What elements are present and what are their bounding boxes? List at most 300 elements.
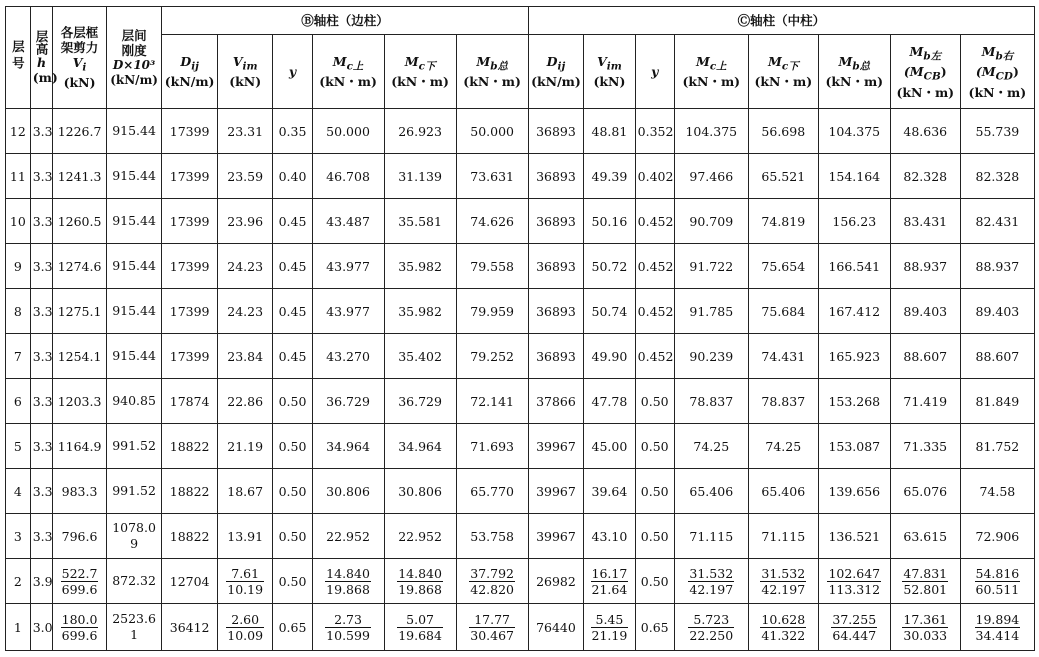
cell-stiffness: 915.44 bbox=[106, 109, 162, 154]
fraction-top: 180.0 bbox=[61, 611, 98, 627]
cell-c-6: 63.615 bbox=[890, 514, 960, 559]
cell-height: 3.3 bbox=[30, 199, 53, 244]
header-B-sym bbox=[315, 54, 382, 75]
cell-b-4: 34.964 bbox=[384, 424, 456, 469]
cell-b-4: 22.952 bbox=[384, 514, 456, 559]
table-row bbox=[6, 289, 1035, 334]
cell-shear bbox=[53, 604, 107, 651]
cell-b-2: 0.50 bbox=[273, 514, 312, 559]
fraction-top: 17.77 bbox=[469, 612, 515, 628]
cell-b-5: 79.959 bbox=[456, 289, 528, 334]
header-stiff-title2: 刚度 bbox=[121, 42, 147, 58]
cell-c-2: 0.50 bbox=[635, 379, 674, 424]
cell-c-2: 0.402 bbox=[635, 154, 674, 199]
cell-c-4: 65.521 bbox=[748, 154, 818, 199]
cell-c-1: 50.72 bbox=[584, 244, 635, 289]
fraction bbox=[469, 566, 515, 597]
cell-b-2: 0.45 bbox=[273, 289, 312, 334]
cell-b-3: 46.708 bbox=[312, 154, 384, 199]
cell-b-1: 13.91 bbox=[217, 514, 273, 559]
fraction bbox=[61, 612, 99, 643]
cell-b-5 bbox=[456, 559, 528, 604]
cell-c-5: 104.375 bbox=[818, 109, 890, 154]
fraction bbox=[975, 612, 1021, 643]
header-B-col-5 bbox=[456, 35, 528, 109]
fraction bbox=[397, 612, 443, 643]
cell-stiffness: 991.52 bbox=[106, 424, 162, 469]
header-C-col-5 bbox=[818, 35, 890, 109]
cell-b-0: 17399 bbox=[162, 289, 218, 334]
fraction-top: 5.07 bbox=[397, 612, 443, 628]
header-B-sym bbox=[387, 54, 454, 75]
header-C-sym bbox=[821, 54, 888, 75]
header-unit: (kN/m) bbox=[531, 74, 581, 90]
cell-b-0: 36412 bbox=[162, 604, 218, 651]
cell-c-7: 89.403 bbox=[960, 289, 1034, 334]
cell-b-0: 12704 bbox=[162, 559, 218, 604]
cell-b-5: 74.626 bbox=[456, 199, 528, 244]
header-extra-sub: CD bbox=[995, 70, 1013, 83]
cell-c-0: 37866 bbox=[528, 379, 584, 424]
cell-c-5: 139.656 bbox=[818, 469, 890, 514]
header-symbol: M bbox=[404, 53, 419, 69]
cell-shear: 796.6 bbox=[53, 514, 107, 559]
fraction bbox=[226, 566, 264, 597]
cell-c-5: 165.923 bbox=[818, 334, 890, 379]
cell-c-1: 47.78 bbox=[584, 379, 635, 424]
cell-c-4: 75.654 bbox=[748, 244, 818, 289]
cell-b-2: 0.40 bbox=[273, 154, 312, 199]
header-subscript: im bbox=[242, 60, 258, 73]
fraction bbox=[831, 612, 877, 643]
fraction bbox=[902, 612, 948, 643]
fraction bbox=[688, 566, 734, 597]
cell-b-3: 43.487 bbox=[312, 199, 384, 244]
header-subscript: c上 bbox=[709, 60, 727, 73]
fraction-bottom: 42.820 bbox=[470, 581, 514, 597]
cell-c-0: 76440 bbox=[528, 604, 584, 651]
cell-c-1: 49.39 bbox=[584, 154, 635, 199]
cell-c-3: 74.25 bbox=[674, 424, 748, 469]
cell-b-2: 0.50 bbox=[273, 424, 312, 469]
header-B-sym bbox=[459, 54, 526, 75]
fraction-bottom: 42.197 bbox=[689, 581, 734, 597]
cell-b-2: 0.45 bbox=[273, 199, 312, 244]
header-subscript: b左 bbox=[923, 50, 942, 62]
cell-c-5 bbox=[818, 604, 890, 651]
header-subscript: ij bbox=[191, 60, 199, 73]
cell-height: 3.3 bbox=[30, 154, 53, 199]
fraction-bottom: 113.312 bbox=[828, 581, 881, 597]
cell-c-6: 83.431 bbox=[890, 199, 960, 244]
cell-height: 3.9 bbox=[30, 559, 53, 604]
fraction-top: 2.60 bbox=[226, 612, 264, 628]
fraction-top: 54.816 bbox=[975, 565, 1020, 581]
cell-shear: 1254.1 bbox=[53, 334, 107, 379]
cell-b-4: 26.923 bbox=[384, 109, 456, 154]
cell-floor: 7 bbox=[6, 334, 31, 379]
cell-b-4 bbox=[384, 559, 456, 604]
cell-floor: 10 bbox=[6, 199, 31, 244]
header-B-sym bbox=[275, 64, 309, 79]
cell-c-7: 88.607 bbox=[960, 334, 1034, 379]
cell-c-3: 104.375 bbox=[674, 109, 748, 154]
fraction-bottom: 10.599 bbox=[326, 627, 370, 643]
cell-c-0: 36893 bbox=[528, 199, 584, 244]
cell-c-0: 36893 bbox=[528, 154, 584, 199]
cell-b-1 bbox=[217, 559, 273, 604]
header-symbol: y bbox=[651, 64, 659, 79]
cell-b-2: 0.45 bbox=[273, 244, 312, 289]
header-subscript: b总 bbox=[490, 60, 508, 73]
cell-b-5: 53.758 bbox=[456, 514, 528, 559]
header-extra-sub: CB bbox=[923, 70, 941, 83]
table-row bbox=[6, 154, 1035, 199]
cell-b-3 bbox=[312, 559, 384, 604]
cell-floor: 9 bbox=[6, 244, 31, 289]
cell-c-7 bbox=[960, 604, 1034, 651]
cell-b-3: 50.000 bbox=[312, 109, 384, 154]
fraction-bottom: 64.447 bbox=[832, 627, 877, 643]
cell-b-1: 23.59 bbox=[217, 154, 273, 199]
header-subscript: b总 bbox=[852, 60, 871, 73]
header-subscript: ij bbox=[557, 60, 566, 73]
cell-b-1: 22.86 bbox=[217, 379, 273, 424]
cell-c-7: 82.431 bbox=[960, 199, 1034, 244]
cell-c-4: 74.431 bbox=[748, 334, 818, 379]
cell-c-7: 81.752 bbox=[960, 424, 1034, 469]
cell-b-2: 0.50 bbox=[273, 559, 312, 604]
cell-b-2: 0.65 bbox=[273, 604, 312, 651]
header-stiff-unit: (kN/m) bbox=[110, 72, 158, 87]
fraction-top: 5.723 bbox=[688, 612, 734, 628]
cell-height: 3.3 bbox=[30, 424, 53, 469]
fraction-top: 2.73 bbox=[325, 612, 371, 628]
fraction bbox=[760, 612, 806, 643]
fraction-bottom: 21.64 bbox=[591, 581, 628, 597]
cell-height: 3.3 bbox=[30, 109, 53, 154]
cell-b-2: 0.45 bbox=[273, 334, 312, 379]
header-B-col-3 bbox=[312, 35, 384, 109]
cell-c-2: 0.50 bbox=[635, 559, 674, 604]
header-C-sym bbox=[893, 44, 958, 65]
cell-b-0: 18822 bbox=[162, 424, 218, 469]
header-unit: (kN・m) bbox=[463, 74, 521, 90]
cell-c-7: 88.937 bbox=[960, 244, 1034, 289]
cell-c-6: 89.403 bbox=[890, 289, 960, 334]
cell-c-4: 56.698 bbox=[748, 109, 818, 154]
fraction-top: 37.792 bbox=[470, 565, 514, 581]
cell-b-1 bbox=[217, 604, 273, 651]
cell-stiffness: 991.52 bbox=[106, 469, 162, 514]
cell-c-4 bbox=[748, 604, 818, 651]
cell-c-2: 0.452 bbox=[635, 244, 674, 289]
header-unit: (kN・m) bbox=[968, 84, 1027, 100]
fraction-top: 5.45 bbox=[591, 612, 629, 628]
cell-b-1: 24.23 bbox=[217, 289, 273, 334]
cell-b-3: 22.952 bbox=[312, 514, 384, 559]
header-C-extra bbox=[893, 64, 958, 85]
cell-stiffness: 915.44 bbox=[106, 154, 162, 199]
cell-c-3: 78.837 bbox=[674, 379, 748, 424]
header-extra-close: ) bbox=[940, 64, 947, 79]
cell-c-6 bbox=[890, 559, 960, 604]
cell-height: 3.3 bbox=[30, 244, 53, 289]
cell-stiffness: 1078.09 bbox=[106, 514, 162, 559]
header-B-col-0 bbox=[162, 35, 218, 109]
fraction-top: 17.361 bbox=[903, 611, 948, 627]
cell-b-4: 31.139 bbox=[384, 154, 456, 199]
cell-c-3: 90.709 bbox=[674, 199, 748, 244]
cell-shear: 1241.3 bbox=[53, 154, 107, 199]
header-subscript: c上 bbox=[346, 60, 364, 73]
cell-b-5: 72.141 bbox=[456, 379, 528, 424]
cell-c-6: 88.607 bbox=[890, 334, 960, 379]
header-C-sym bbox=[677, 54, 746, 75]
cell-shear: 1275.1 bbox=[53, 289, 107, 334]
cell-c-0: 26982 bbox=[528, 559, 584, 604]
cell-b-3: 34.964 bbox=[312, 424, 384, 469]
cell-floor: 5 bbox=[6, 424, 31, 469]
fraction bbox=[760, 566, 806, 597]
fraction bbox=[688, 612, 734, 643]
cell-stiffness: 2523.61 bbox=[106, 604, 162, 651]
cell-b-1: 23.31 bbox=[217, 109, 273, 154]
header-floor-text: 层号 bbox=[10, 39, 26, 73]
cell-c-7: 74.58 bbox=[960, 469, 1034, 514]
cell-c-6: 71.419 bbox=[890, 379, 960, 424]
cell-b-0: 17399 bbox=[162, 199, 218, 244]
cell-c-5: 153.268 bbox=[818, 379, 890, 424]
cell-floor: 12 bbox=[6, 109, 31, 154]
cell-c-6: 71.335 bbox=[890, 424, 960, 469]
cell-floor: 4 bbox=[6, 469, 31, 514]
frame-force-table bbox=[5, 6, 1035, 651]
header-symbol: y bbox=[288, 64, 297, 79]
table-container bbox=[5, 6, 1035, 651]
cell-b-1: 24.23 bbox=[217, 244, 273, 289]
header-C-col-2 bbox=[635, 35, 674, 109]
header-C-col-7 bbox=[960, 35, 1034, 109]
cell-c-3: 71.115 bbox=[674, 514, 748, 559]
cell-c-4: 71.115 bbox=[748, 514, 818, 559]
table-row bbox=[6, 109, 1035, 154]
cell-height: 3.3 bbox=[30, 379, 53, 424]
header-symbol: M bbox=[768, 53, 782, 69]
header-symbol: D bbox=[546, 53, 558, 69]
fraction-bottom: 60.511 bbox=[975, 581, 1020, 597]
cell-height: 3.0 bbox=[30, 604, 53, 651]
cell-c-0: 36893 bbox=[528, 244, 584, 289]
header-unit: (kN) bbox=[229, 74, 262, 90]
header-group-b: Ⓑ轴柱（边柱） bbox=[162, 7, 528, 35]
cell-c-2: 0.352 bbox=[635, 109, 674, 154]
fraction-top: 47.831 bbox=[903, 565, 948, 581]
header-C-col-3 bbox=[674, 35, 748, 109]
fraction-top: 31.532 bbox=[761, 565, 806, 581]
header-C-col-0 bbox=[528, 35, 584, 109]
header-symbol: M bbox=[981, 43, 996, 59]
cell-b-3: 43.270 bbox=[312, 334, 384, 379]
table-row bbox=[6, 469, 1035, 514]
fraction-bottom: 30.467 bbox=[470, 627, 514, 643]
header-C-sym bbox=[638, 64, 672, 79]
cell-c-0: 36893 bbox=[528, 334, 584, 379]
table-row bbox=[6, 379, 1035, 424]
cell-c-6: 48.636 bbox=[890, 109, 960, 154]
header-symbol: D bbox=[180, 53, 192, 69]
header-unit: (kN・m) bbox=[754, 74, 813, 90]
cell-b-0: 18822 bbox=[162, 469, 218, 514]
cell-c-7 bbox=[960, 559, 1034, 604]
cell-c-4: 65.406 bbox=[748, 469, 818, 514]
cell-stiffness: 915.44 bbox=[106, 334, 162, 379]
cell-floor: 2 bbox=[6, 559, 31, 604]
cell-c-7: 82.328 bbox=[960, 154, 1034, 199]
header-symbol: V bbox=[232, 53, 243, 69]
cell-b-4: 35.982 bbox=[384, 244, 456, 289]
fraction bbox=[902, 566, 948, 597]
header-C-sym bbox=[531, 54, 582, 75]
fraction bbox=[591, 566, 629, 597]
cell-c-4: 74.819 bbox=[748, 199, 818, 244]
cell-stiffness: 915.44 bbox=[106, 289, 162, 334]
cell-c-3: 91.785 bbox=[674, 289, 748, 334]
fraction-bottom: 699.6 bbox=[61, 627, 98, 643]
fraction-bottom: 34.414 bbox=[975, 627, 1020, 643]
cell-b-0: 17874 bbox=[162, 379, 218, 424]
cell-floor: 3 bbox=[6, 514, 31, 559]
cell-b-3: 43.977 bbox=[312, 244, 384, 289]
cell-b-1: 21.19 bbox=[217, 424, 273, 469]
cell-c-4: 75.684 bbox=[748, 289, 818, 334]
cell-b-4: 35.982 bbox=[384, 289, 456, 334]
cell-b-5: 73.631 bbox=[456, 154, 528, 199]
header-unit: (kN・m) bbox=[391, 74, 449, 90]
cell-b-5: 79.252 bbox=[456, 334, 528, 379]
cell-b-2: 0.50 bbox=[273, 379, 312, 424]
cell-height: 3.3 bbox=[30, 289, 53, 334]
cell-c-6 bbox=[890, 604, 960, 651]
table-row bbox=[6, 334, 1035, 379]
cell-b-3: 43.977 bbox=[312, 289, 384, 334]
fraction bbox=[61, 566, 99, 597]
header-C-sym bbox=[751, 54, 816, 75]
fraction-bottom: 30.033 bbox=[903, 627, 948, 643]
cell-c-5 bbox=[818, 559, 890, 604]
header-unit: (kN・m) bbox=[825, 74, 884, 90]
header-B-col-1 bbox=[217, 35, 273, 109]
cell-floor: 6 bbox=[6, 379, 31, 424]
fraction-bottom: 10.09 bbox=[227, 627, 264, 643]
cell-shear: 1164.9 bbox=[53, 424, 107, 469]
table-row bbox=[6, 199, 1035, 244]
header-B-sym bbox=[220, 54, 271, 75]
cell-c-2: 0.50 bbox=[635, 424, 674, 469]
cell-c-1: 45.00 bbox=[584, 424, 635, 469]
header-shear-sub: i bbox=[82, 61, 87, 74]
fraction-top: 16.17 bbox=[591, 565, 628, 581]
cell-c-1: 43.10 bbox=[584, 514, 635, 559]
cell-shear: 1260.5 bbox=[53, 199, 107, 244]
fraction-top: 522.7 bbox=[61, 565, 98, 581]
cell-c-4: 78.837 bbox=[748, 379, 818, 424]
cell-c-0: 39967 bbox=[528, 514, 584, 559]
fraction bbox=[325, 612, 371, 643]
header-symbol: M bbox=[909, 43, 924, 59]
cell-stiffness: 940.85 bbox=[106, 379, 162, 424]
header-symbol: M bbox=[838, 53, 853, 69]
cell-height: 3.3 bbox=[30, 514, 53, 559]
fraction-top: 31.532 bbox=[689, 565, 734, 581]
header-group-c: Ⓒ轴柱（中柱） bbox=[528, 7, 1034, 35]
header-C-extra bbox=[963, 64, 1032, 85]
header-shear bbox=[53, 7, 107, 109]
cell-c-0: 36893 bbox=[528, 289, 584, 334]
fraction-bottom: 19.684 bbox=[398, 627, 442, 643]
cell-c-4 bbox=[748, 559, 818, 604]
fraction-top: 14.840 bbox=[398, 565, 442, 581]
fraction-top: 102.647 bbox=[828, 565, 881, 581]
header-subscript: im bbox=[606, 60, 622, 73]
cell-c-3: 97.466 bbox=[674, 154, 748, 199]
cell-c-5: 153.087 bbox=[818, 424, 890, 469]
header-floor bbox=[6, 7, 31, 109]
fraction-bottom: 21.19 bbox=[591, 627, 628, 643]
cell-height: 3.3 bbox=[30, 469, 53, 514]
cell-c-2: 0.452 bbox=[635, 199, 674, 244]
header-symbol: M bbox=[695, 53, 710, 69]
header-extra-close: ) bbox=[1012, 64, 1019, 79]
cell-c-5: 156.23 bbox=[818, 199, 890, 244]
header-shear-title1: 各层框 bbox=[60, 24, 99, 40]
cell-stiffness: 915.44 bbox=[106, 244, 162, 289]
cell-c-3: 90.239 bbox=[674, 334, 748, 379]
header-subscript: b右 bbox=[995, 50, 1014, 62]
cell-c-3 bbox=[674, 604, 748, 651]
cell-c-1: 49.90 bbox=[584, 334, 635, 379]
cell-b-4 bbox=[384, 604, 456, 651]
header-B-col-4 bbox=[384, 35, 456, 109]
cell-c-6: 82.328 bbox=[890, 154, 960, 199]
fraction-bottom: 42.197 bbox=[761, 581, 806, 597]
cell-c-5: 167.412 bbox=[818, 289, 890, 334]
cell-b-0: 17399 bbox=[162, 244, 218, 289]
cell-c-7: 81.849 bbox=[960, 379, 1034, 424]
fraction bbox=[975, 566, 1021, 597]
cell-b-2: 0.50 bbox=[273, 469, 312, 514]
cell-c-3: 91.722 bbox=[674, 244, 748, 289]
cell-shear bbox=[53, 559, 107, 604]
header-extra-open: (M bbox=[903, 64, 924, 79]
header-unit: (kN/m) bbox=[164, 74, 215, 90]
fraction-top: 10.628 bbox=[761, 611, 806, 627]
header-shear-sym: V bbox=[72, 54, 83, 70]
cell-b-5: 65.770 bbox=[456, 469, 528, 514]
fraction-top: 7.61 bbox=[226, 566, 264, 582]
cell-c-2: 0.452 bbox=[635, 334, 674, 379]
header-unit: (kN・m) bbox=[896, 84, 955, 100]
fraction bbox=[591, 612, 629, 643]
cell-c-1: 39.64 bbox=[584, 469, 635, 514]
cell-stiffness: 915.44 bbox=[106, 199, 162, 244]
fraction bbox=[325, 566, 371, 597]
cell-c-1: 48.81 bbox=[584, 109, 635, 154]
cell-c-7: 55.739 bbox=[960, 109, 1034, 154]
header-unit: (kN) bbox=[593, 74, 626, 90]
header-shear-title2: 架剪力 bbox=[60, 39, 99, 55]
fraction-bottom: 52.801 bbox=[903, 581, 948, 597]
